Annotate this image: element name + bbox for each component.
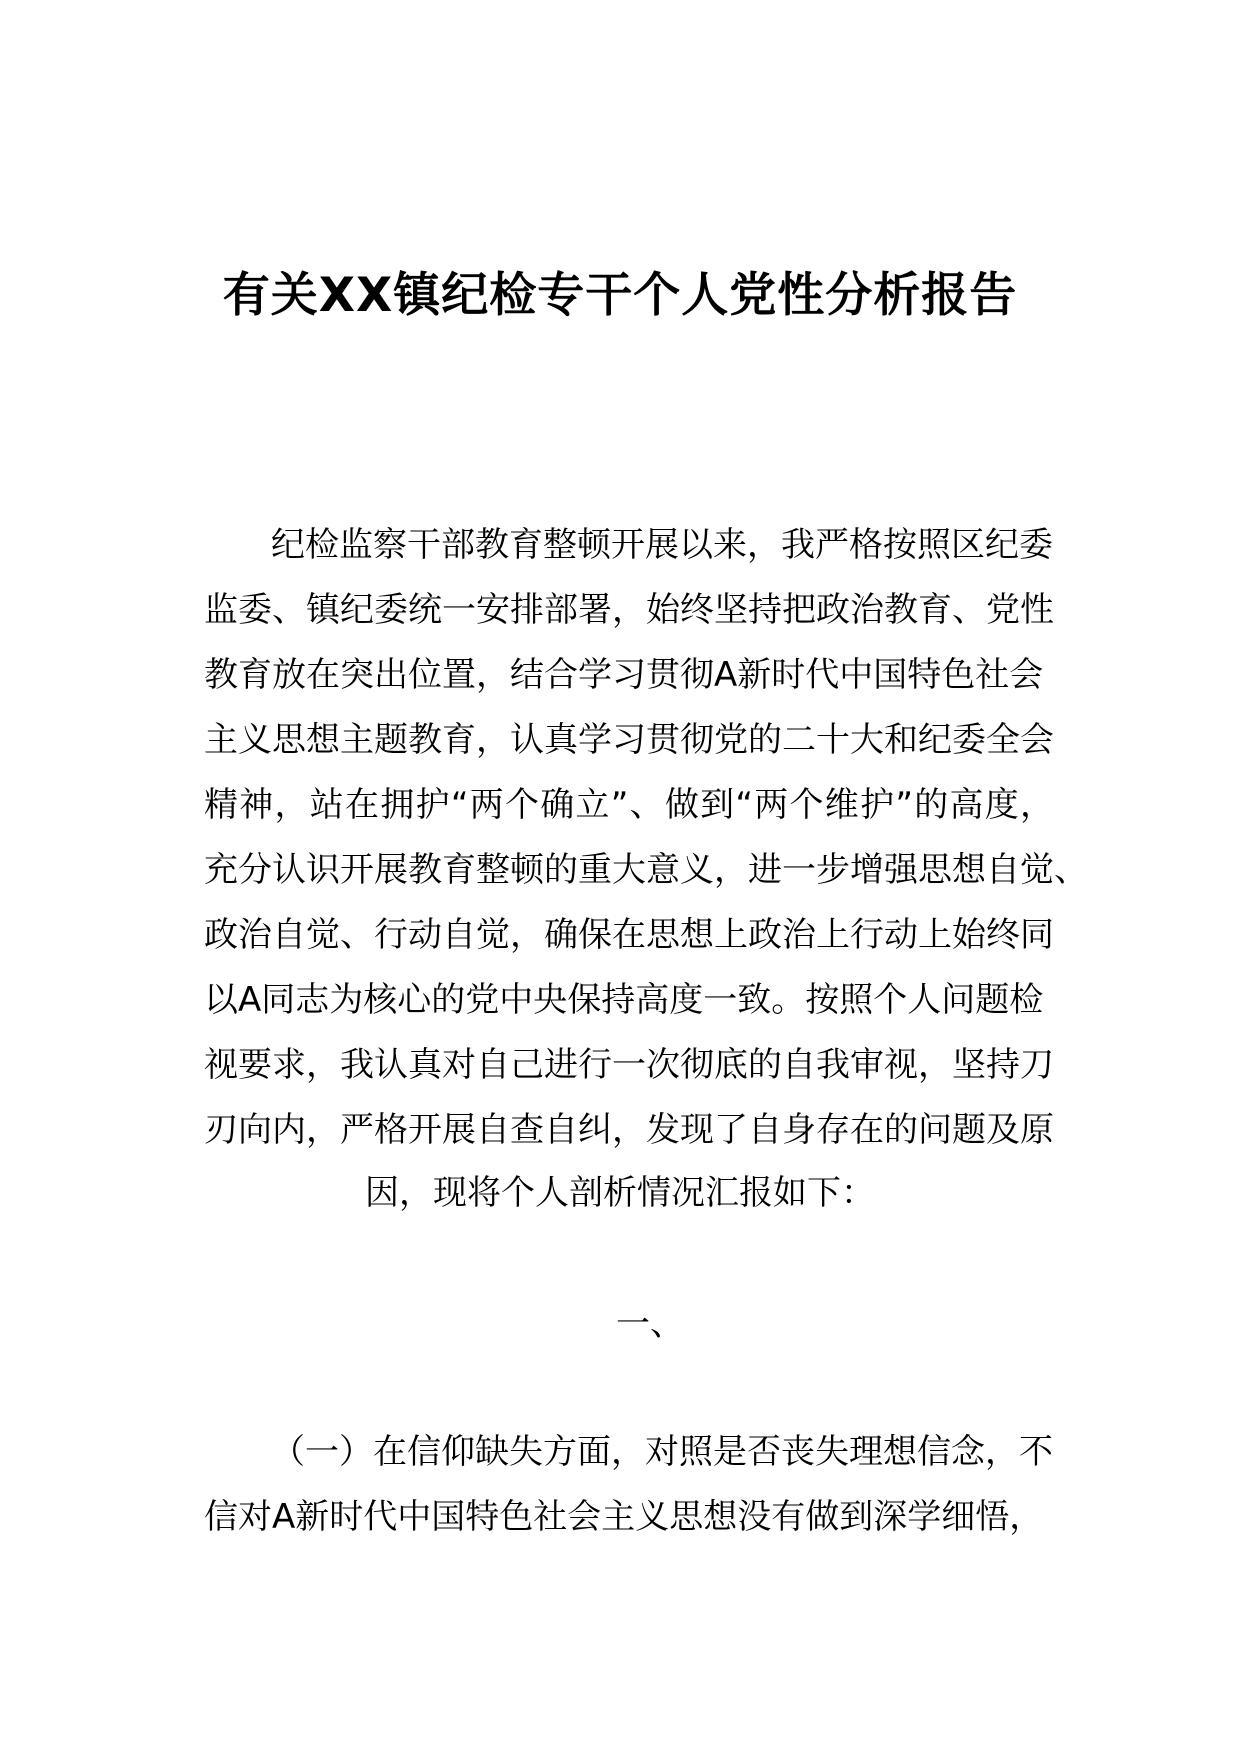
paragraph-line: 监委、镇纪委统一安排部署，始终坚持把政治教育、党性 (204, 590, 1054, 630)
paragraph-line: 政治自觉、行动自觉，确保在思想上政治上行动上始终同 (204, 915, 1054, 955)
paragraph-line: 信对A新时代中国特色社会主义思想没有做到深学细悟， (204, 1497, 1044, 1537)
document-title: 有关XX镇纪检专干个人党性分析报告 (222, 268, 1018, 323)
paragraph-line: 刃向内，严格开展自查自纠，发现了自身存在的问题及原 (204, 1110, 1054, 1150)
section-heading: 一、 (616, 1304, 684, 1344)
paragraph-line: （一）在信仰缺失方面，对照是否丧失理想信念，不 (271, 1432, 1053, 1472)
paragraph-line: 主义思想主题教育，认真学习贯彻党的二十大和纪委全会 (204, 720, 1054, 760)
paragraph-line: 以A同志为核心的党中央保持高度一致。按照个人问题检 (204, 980, 1044, 1020)
paragraph-line: 视要求，我认真对自己进行一次彻底的自我审视，坚持刀 (204, 1045, 1054, 1085)
paragraph-line: 充分认识开展教育整顿的重大意义，进一步增强思想自觉、 (204, 850, 1088, 890)
paragraph-line: 因，现将个人剖析情况汇报如下： (365, 1173, 875, 1213)
paragraph-line: 教育放在突出位置，结合学习贯彻A新时代中国特色社会 (204, 655, 1044, 695)
paragraph-line: 纪检监察干部教育整顿开展以来，我严格按照区纪委 (271, 525, 1053, 565)
paragraph-line: 精神，站在拥护“两个确立”、做到“两个维护”的高度， (204, 785, 1054, 825)
